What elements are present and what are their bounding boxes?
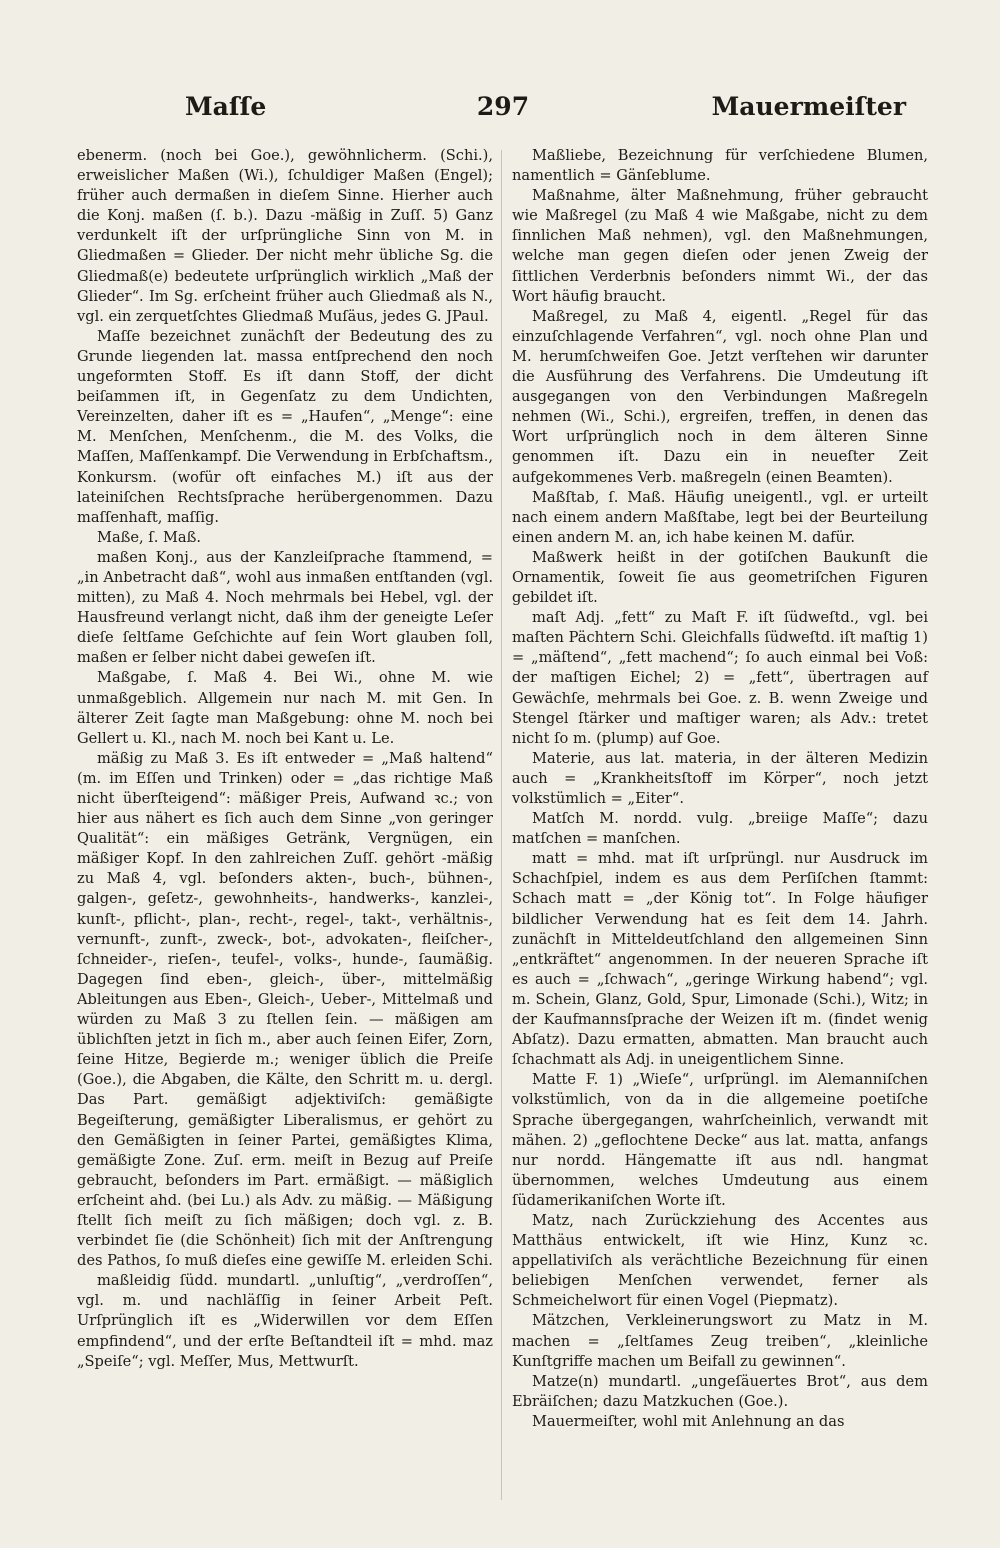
header-right-catchword: Mauermeiſter [711,92,906,121]
dictionary-entry: Mauermeiſter, wohl mit Anlehnung an das [532,1412,845,1430]
dictionary-entry: Maßwerk heißt in der gotiſchen Baukunſt die Ornamentik, ſoweit ſie aus geometriſchen Figuren gebildet iſt. [512,548,928,607]
dictionary-entry: ebenerm. (noch bei Goe.), gewöhnlicherm. (Schi.), erweislicher Maßen (Wi.), ſchuldiger Maßen (Engel); früher auch dermaßen in dieſem Sinne. Hierher auch die Konj. maßen (ſ. b.). Dazu -mäßig in Zuſſ. 5) Ganz verdunkelt iſt der urſprüngliche Sinn von M. in Gliedmaßen = Glieder. Der nicht mehr übliche Sg. die Gliedmaß(e) bedeutete urſprünglich wirklich „Maß der Glieder“. Im Sg. erſcheint früher auch Gliedmaß als N., vgl. ein zerquetſchtes Gliedmaß Muſäus, jedes G. JPaul. [77,147,493,325]
left-column [77,146,493,1372]
dictionary-entry: Maßſtab, ſ. Maß. Häufig uneigentl., vgl. er urteilt nach einem andern Maßſtabe, legt bei der Beurteilung einen andern M. an, ich habe keinen M. dafür. [512,488,928,546]
page-number: 297 [476,92,530,121]
dictionary-entry: Matz, nach Zurückziehung des Accentes aus Matthäus entwickelt, iſt wie Hinz, Kunz ꝛc. appellativiſch als verächtliche Bezeichnung für einen beliebigen Menſchen verwendet, ferner als Schmeichelwort für einen Vogel (Piepmatz). [512,1211,928,1310]
header-left-catchword: Maſſe [185,92,267,121]
dictionary-entry: Matſch M. nordd. vulg. „breiige Maſſe“; dazu matſchen = manſchen. [512,810,928,848]
dictionary-entry: Materie, aus lat. materia, in der älteren Medizin auch = „Krankheitsſtoff im Körper“, noch jetzt volkstümlich = „Eiter“. [512,749,928,807]
dictionary-entry: maßen Konj., aus der Kanzleiſprache ſtammend, = „in Anbetracht daß“, wohl aus inmaßen entſtanden (vgl. mitten), zu Maß 4. Noch mehrmals bei Hebel, vgl. der Hausfreund verlangt nicht, daß ihm der geneigte Leſer dieſe ſeltſame Geſchichte auf ſein Wort glauben ſoll, maßen er ſelber nicht dabei geweſen iſt. [77,548,493,667]
dictionary-entry: Maſſe bezeichnet zunächſt der Bedeutung des zu Grunde liegenden lat. massa entſprechend den noch ungeformten Stoff. Es iſt dann Stoff, der dicht beiſammen iſt, in Gegenſatz zu dem Undichten, Vereinzelten, daher iſt es = „Haufen“, „Menge“: eine M. Menſchen, Menſchenm., die M. des Volks, die Maſſen, Maſſenkampf. Die Verwendung in Erbſchaftsm., Konkursm. (wofür oft einfaches M.) iſt aus der lateiniſchen Rechtsſprache herübergenommen. Dazu maſſenhaft, maſſig. [77,327,493,526]
dictionary-entry: maßleidig ſüdd. mundartl. „unluſtig“, „verdroſſen“, vgl. m. und nachläſſig in ſeiner Arbeit Peſt. Urſprünglich iſt es „Widerwillen vor dem Eſſen empfindend“, und der erſte Beſtandteil iſt = mhd. maz „Speiſe“; vgl. Meſſer, Mus, Mettwurſt. [77,1272,493,1370]
column-divider [501,150,502,1500]
dictionary-entry: Mätzchen, Verkleinerungswort zu Matz in M. machen = „ſeltſames Zeug treiben“, „kleinliche Kunſtgriffe machen um Beifall zu gewinnen“. [512,1312,928,1370]
dictionary-entry: Maßnahme, älter Maßnehmung, früher gebraucht wie Maßregel (zu Maß 4 wie Maßgabe, nicht zu dem ſinnlichen Maß nehmen), vgl. den Maßnehmungen, welche man gegen dieſen oder jenen Zweig der ſittlichen Verderbnis beſonders nimmt Wi., der das Wort häufig braucht. [512,187,928,305]
page-header [70,92,936,128]
right-column [512,146,928,1432]
dictionary-entry: Maße, ſ. Maß. [97,528,202,546]
dictionary-entry: Maßliebe, Bezeichnung für verſchiedene Blumen, namentlich = Gänſeblume. [512,147,928,185]
dictionary-entry: Maßgabe, ſ. Maß 4. Bei Wi., ohne M. wie unmaßgeblich. Allgemein nur nach M. mit Gen. In älterer Zeit ſagte man Maßgebung: ohne M. noch bei Gellert u. Kl., nach M. noch bei Kant u. Le. [77,669,493,747]
dictionary-entry: mäßig zu Maß 3. Es iſt entweder = „Maß haltend“ (m. im Eſſen und Trinken) oder = „das richtige Maß nicht überſteigend“: mäßiger Preis, Aufwand ꝛc.; von hier aus nähert es ſich auch dem Sinne „von geringer Qualität“: ein mäßiges Getränk, Vergnügen, ein mäßiger Kopf. In den zahlreichen Zuſſ. gehört -mäßig zu Maß 4, vgl. beſonders akten-, buch-, bühnen-, galgen-, geſetz-, gewohnheits-, handwerks-, kanzlei-, kunſt-, pflicht-, plan-, recht-, regel-, takt-, verhältnis-, vernunft-, zunft-, zweck-, bot-, advokaten-, fleiſcher-, ſchneider-, rieſen-, teufel-, volks-, hunde-, ſaumäßig. Dagegen ſind eben-, gleich-, über-, mittelmäßig Ableitungen aus Eben-, Gleich-, Ueber-, Mittelmaß und würden zu Maß 3 zu ſtellen ſein. — mäßigen am üblichſten jetzt in ſich m., aber auch ſeinen Eifer, Zorn, ſeine Hitze, Begierde m.; weniger üblich die Preiſe (Goe.), die Abgaben, die Kälte, den Schritt m. u. dergl. Das Part. gemäßigt adjektiviſch: gemäßigte Begeiſterung, gemäßigter Liberalismus, er gehört zu den Gemäßigten in ſeiner Partei, gemäßigtes Klima, gemäßigte Zone. Zuſ. erm. meiſt in Bezug auf Preiſe gebraucht, beſonders im Part. ermäßigt. — mäßiglich erſcheint ahd. (bei Lu.) als Adv. zu mäßig. — Mäßigung ſtellt ſich meiſt zu ſich mäßigen; doch vgl. z. B. verbindet ſie (die Schönheit) ſich mit der Anſtrengung des Pathos, ſo muß dieſes eine gewiſſe M. erleiden Schi. [77,749,493,1270]
dictionary-entry: Maßregel, zu Maß 4, eigentl. „Regel für das einzuſchlagende Verfahren“, vgl. noch ohne Plan und M. herumſchweifen Goe. Jetzt verſtehen wir darunter die Ausführung des Verfahrens. Die Umdeutung iſt ausgegangen von den Verbindungen Maßregeln nehmen (Wi., Schi.), ergreifen, treffen, in denen das Wort urſprünglich noch in dem älteren Sinne genommen iſt. Dazu ein in neueſter Zeit aufgekommenes Verb. maßregeln (einen Beamten). [512,307,928,486]
dictionary-entry: matt = mhd. mat iſt urſprüngl. nur Ausdruck im Schachſpiel, indem es aus dem Perſiſchen ſtammt: Schach matt = „der König tot“. In Folge häufiger bildlicher Verwendung hat es ſeit dem 14. Jahrh. zunächſt in Mitteldeutſchland den allgemeinen Sinn „entkräftet“ angenommen. In der neueren Sprache iſt es auch = „ſchwach“, „geringe Wirkung habend“; vgl. m. Schein, Glanz, Gold, Spur, Limonade (Schi.), Witz; in der Kaufmannsſprache der Weizen iſt m. (findet wenig Abſatz). Dazu ermatten, abmatten. Man braucht auch ſchachmatt als Adj. in uneigentlichem Sinne. [512,850,928,1069]
dictionary-entry: Matte F. 1) „Wieſe“, urſprüngl. im Alemanniſchen volkstümlich, von da in die allgemeine poetiſche Sprache übergegangen, wahrſcheinlich, verwandt mit mähen. 2) „geflochtene Decke“ aus lat. matta, anfangs nur nordd. Hängematte iſt aus ndl. hangmat übernommen, welches Umdeutung aus einem ſüdamerikaniſchen Worte iſt. [512,1071,928,1209]
dictionary-entry: Matze(n) mundartl. „ungeſäuertes Brot“, aus dem Ebräiſchen; dazu Matzkuchen (Goe.). [512,1372,928,1410]
dictionary-entry: maſt Adj. „fett“ zu Maſt F. iſt ſüdweſtd., vgl. bei maſten Pächtern Schi. Gleichfalls ſüdweſtd. iſt maſtig 1) = „mäſtend“, „fett machend“; ſo auch einmal bei Voß: der maſtigen Eichel; 2) = „fett“, übertragen auf Gewächſe, mehrmals bei Goe. z. B. wenn Zweige und Stengel ſtärker und maſtiger waren; als Adv.: tretet nicht ſo m. (plump) auf Goe. [512,609,928,747]
